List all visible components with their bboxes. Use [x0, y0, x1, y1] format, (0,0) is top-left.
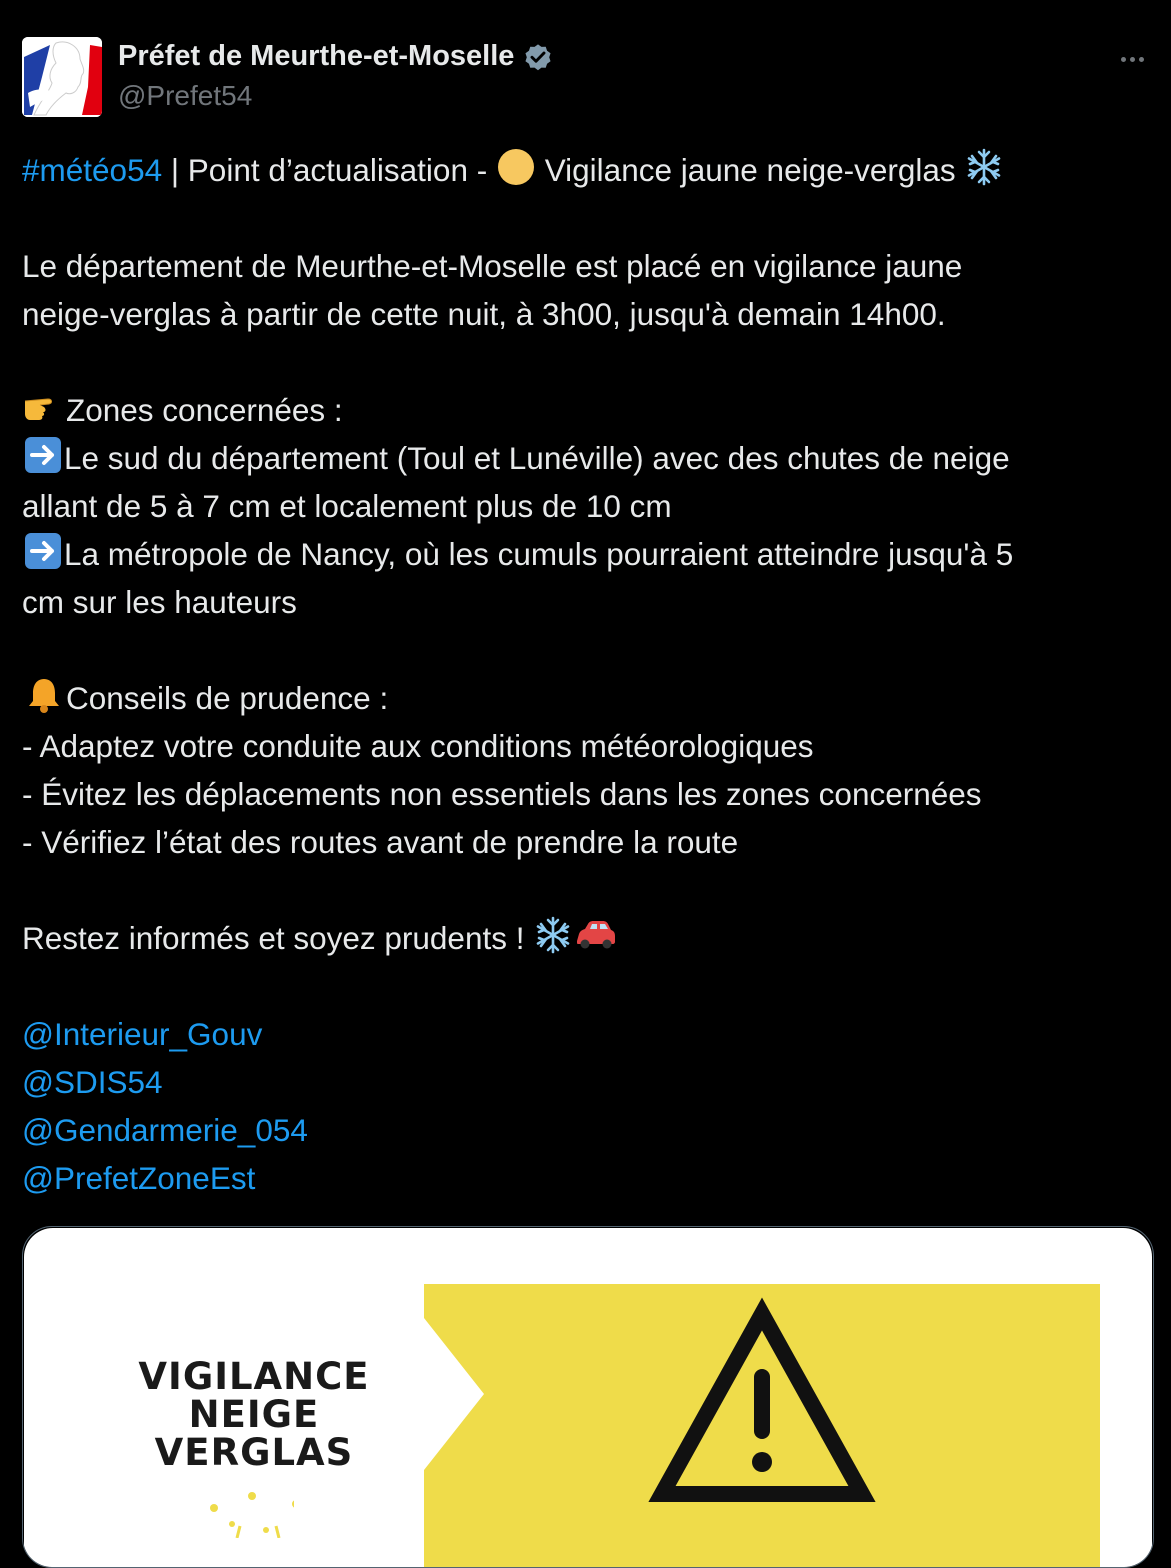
hashtag-link[interactable]: #météo54: [22, 152, 163, 188]
mention-sdis54[interactable]: @SDIS54: [22, 1064, 163, 1100]
advice-line: - Adaptez votre conduite aux conditions météorologiques: [22, 728, 814, 764]
zone-line: [22, 434, 1152, 482]
warning-panel: [424, 1284, 1100, 1568]
author-name-text[interactable]: Préfet de Meurthe-et-Moselle: [118, 40, 515, 72]
vigilance-title-line: VERGLAS: [154, 1431, 354, 1474]
author-name[interactable]: [118, 40, 554, 73]
more-options-icon[interactable]: [1115, 44, 1149, 74]
advice-heading: [22, 674, 1152, 722]
right-arrow-icon: [22, 435, 64, 475]
avatar[interactable]: [22, 37, 102, 117]
paragraph-line: neige-verglas à partir de cette nuit, à 3h00, jusqu'à demain 14h00.: [22, 296, 946, 332]
zones-heading: [22, 386, 1152, 434]
vigilance-title: [124, 1355, 384, 1474]
media-card[interactable]: [22, 1226, 1154, 1568]
header-text: | Point d’actualisation -: [162, 152, 496, 188]
header-text-2: Vigilance jaune neige-verglas: [535, 152, 965, 188]
zones-title: Zones concernées :: [66, 392, 343, 428]
vigilance-title-line: NEIGE: [188, 1393, 320, 1436]
advice-line: - Vérifiez l’état des routes avant de prendre la route: [22, 824, 739, 860]
mention-interieur-gouv[interactable]: @Interieur_Gouv: [22, 1016, 263, 1052]
advice-title: Conseils de prudence :: [66, 680, 389, 716]
snowflake-icon: [533, 915, 573, 955]
closing-text: Restez informés et soyez prudents !: [22, 920, 534, 956]
car-icon: [573, 915, 617, 955]
zone-line: [22, 530, 1152, 578]
snowflake-icon: [964, 147, 1004, 187]
pointing-hand-icon: [22, 387, 66, 427]
paragraph-line: Le département de Meurthe-et-Moselle est placé en vigilance jaune: [22, 248, 963, 284]
zone-line: allant de 5 à 7 cm et localement plus de 10 cm: [22, 488, 672, 524]
yellow-circle-icon: [496, 147, 536, 187]
zone-line: cm sur les hauteurs: [22, 584, 297, 620]
zone2-text: La métropole de Nancy, où les cumuls pourraient atteindre jusqu'à 5: [64, 536, 1014, 572]
vigilance-title-line: VIGILANCE: [138, 1355, 370, 1398]
author-handle[interactable]: @Prefet54: [118, 80, 253, 111]
mention-gendarmerie[interactable]: @Gendarmerie_054: [22, 1112, 308, 1148]
verified-badge-icon: [522, 41, 554, 73]
bell-icon: [22, 675, 66, 715]
tweet-text: [22, 146, 1152, 1202]
right-arrow-icon: [22, 531, 64, 571]
closing-line: [22, 914, 1152, 962]
mention-link[interactable]: [22, 1106, 1152, 1154]
tweet-line-header: [22, 146, 1152, 194]
mention-link[interactable]: [22, 1154, 1152, 1202]
zone1-text: Le sud du département (Toul et Lunéville) avec des chutes de neige: [64, 440, 1010, 476]
vigilance-image[interactable]: [24, 1228, 1152, 1567]
mention-prefet-zone-est[interactable]: @PrefetZoneEst: [22, 1160, 256, 1196]
mention-link[interactable]: [22, 1058, 1152, 1106]
advice-line: - Évitez les déplacements non essentiels dans les zones concernées: [22, 776, 982, 812]
marianne-logo-icon: [22, 37, 102, 117]
mention-link[interactable]: [22, 1010, 1152, 1058]
